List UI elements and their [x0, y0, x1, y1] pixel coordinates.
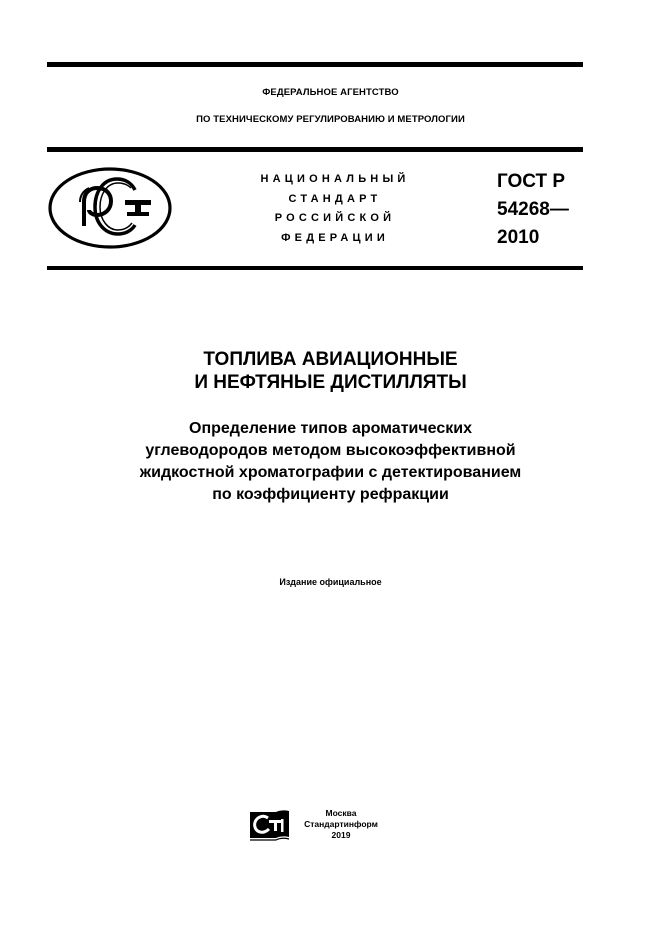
standard-type-line: ФЕДЕРАЦИИ	[281, 231, 389, 244]
subtitle-line: жидкостной хроматографии с детектированием	[139, 464, 522, 481]
edition-label: Издание официальное	[279, 577, 382, 587]
publisher-info	[296, 808, 386, 841]
standard-type-line: РОССИЙСКОЙ	[274, 212, 396, 224]
agency-name-line-1: ФЕДЕРАЛЬНОЕ АГЕНТСТВО	[262, 87, 399, 98]
rst-gost-logo-icon	[47, 166, 175, 250]
standartinform-logo-icon	[248, 809, 291, 842]
header-rule	[47, 147, 583, 152]
standard-type-line: СТАНДАРТ	[288, 192, 382, 205]
title-line: ТОПЛИВА АВИАЦИОННЫЕ	[203, 349, 458, 370]
designation-line: 2010	[497, 227, 540, 248]
publisher-city: Москва	[325, 808, 357, 818]
bottom-header-rule	[47, 266, 583, 270]
document-subtitle	[0, 418, 661, 506]
publisher-name: Стандартинформ	[304, 819, 378, 829]
subtitle-line: углеводородов методом высокоэффективной	[145, 442, 516, 459]
subtitle-line: Определение типов ароматических	[189, 420, 472, 437]
top-rule	[47, 62, 583, 67]
standard-type-line: НАЦИОНАЛЬНЫЙ	[260, 173, 410, 185]
designation-line: 54268—	[497, 199, 569, 220]
title-line: И НЕФТЯНЫЕ ДИСТИЛЛЯТЫ	[194, 372, 467, 393]
standard-type	[240, 170, 430, 248]
subtitle-line: по коэффициенту рефракции	[212, 486, 449, 503]
standard-designation	[497, 168, 569, 252]
designation-line: ГОСТ Р	[497, 171, 566, 192]
publication-year: 2019	[331, 830, 351, 840]
agency-name-line-2: ПО ТЕХНИЧЕСКОМУ РЕГУЛИРОВАНИЮ И МЕТРОЛОГИИ	[196, 114, 465, 125]
document-title	[0, 348, 661, 394]
